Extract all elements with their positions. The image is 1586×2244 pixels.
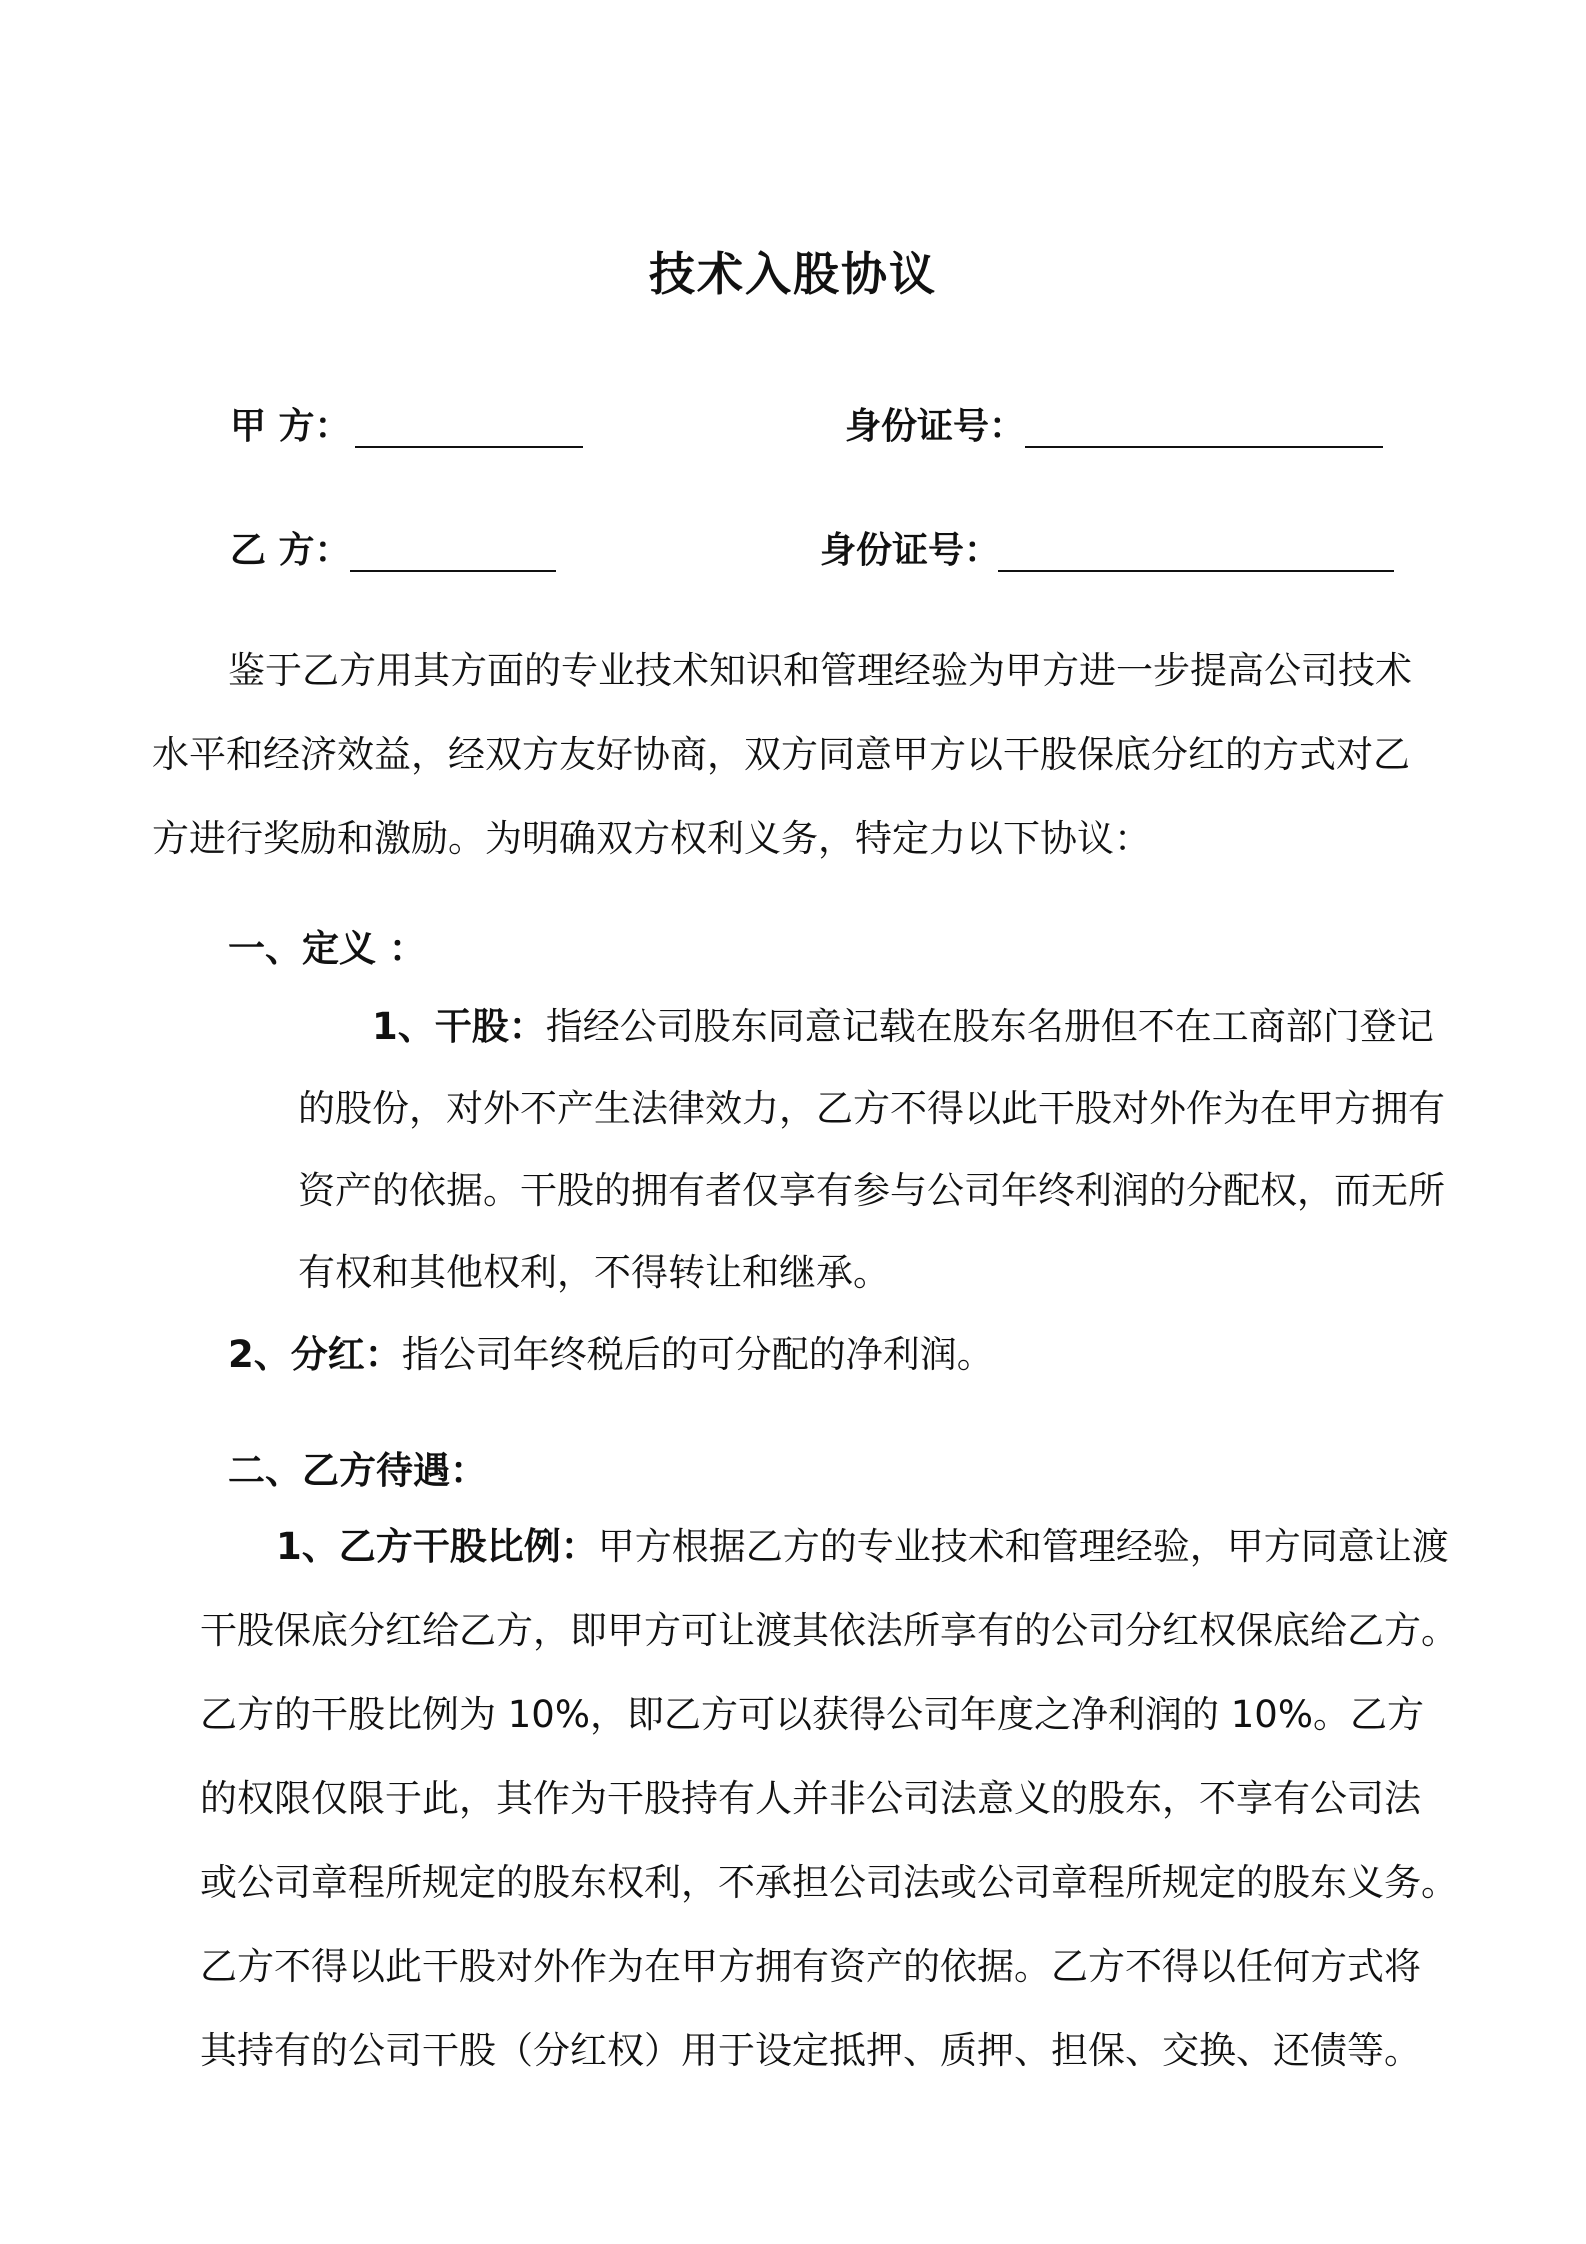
section1-item1-term: 1、干股：: [372, 1005, 546, 1048]
preamble-line: 水平和经济效益，经双方友好协商，双方同意甲方以干股保底分红的方式对乙: [152, 733, 1410, 776]
section1-item1-line: 的股份，对外不产生法律效力，乙方不得以此干股对外作为在甲方拥有: [298, 1087, 1445, 1130]
party-b-label: 乙 方：: [230, 530, 351, 571]
party-b-id-blank[interactable]: [998, 570, 1394, 572]
preamble-line: 鉴于乙方用其方面的专业技术知识和管理经验为甲方进一步提高公司技术: [228, 649, 1412, 692]
section2-heading: 二、乙方待遇：: [228, 1449, 487, 1492]
preamble-line: 方进行奖励和激励。为明确双方权利义务，特定力以下协议：: [152, 817, 1151, 860]
section1-item2-text: 指公司年终税后的可分配的净利润。: [401, 1333, 994, 1376]
section2-item1-first-line: [276, 1505, 1449, 1589]
section1-item2-line: [228, 1313, 994, 1397]
section1-item1-line: 有权和其他权利，不得转让和继承。: [298, 1251, 890, 1294]
section1-item2-term: 2、分红：: [228, 1333, 402, 1376]
section2-item1-line: 或公司章程所规定的股东权利，不承担公司法或公司章程所规定的股东义务。: [200, 1861, 1458, 1904]
section1-item1-first-line: [372, 985, 1434, 1069]
section2-item1-line: 乙方的干股比例为 10%，即乙方可以获得公司年度之净利润的 10%。乙方: [200, 1693, 1424, 1736]
party-a-label: 甲 方：: [230, 406, 351, 447]
section1-heading: 一、定义 ：: [228, 927, 426, 970]
document-title: 技术入股协议: [649, 247, 937, 301]
party-a-blank[interactable]: [355, 446, 583, 448]
section2-item1-line: 乙方不得以此干股对外作为在甲方拥有资产的依据。乙方不得以任何方式将: [200, 1945, 1421, 1988]
section2-item1-term: 1、乙方干股比例：: [276, 1525, 598, 1568]
section1-item1-line: 资产的依据。干股的拥有者仅享有参与公司年终利润的分配权，而无所: [298, 1169, 1445, 1212]
section2-item1-line: 的权限仅限于此，其作为干股持有人并非公司法意义的股东，不享有公司法: [200, 1777, 1421, 1820]
party-b-id-label: 身份证号：: [820, 530, 1001, 571]
party-a-id-label: 身份证号：: [845, 406, 1026, 447]
section2-item1-text: 甲方根据乙方的专业技术和管理经验，甲方同意让渡: [597, 1525, 1449, 1568]
section2-item1-line: 其持有的公司干股（分红权）用于设定抵押、质押、担保、交换、还债等。: [200, 2029, 1421, 2072]
party-b-blank[interactable]: [350, 570, 556, 572]
section2-item1-line: 干股保底分红给乙方，即甲方可让渡其依法所享有的公司分红权保底给乙方。: [200, 1609, 1458, 1652]
party-a-id-blank[interactable]: [1025, 446, 1383, 448]
section1-item1-text: 指经公司股东同意记载在股东名册但不在工商部门登记: [545, 1005, 1434, 1048]
